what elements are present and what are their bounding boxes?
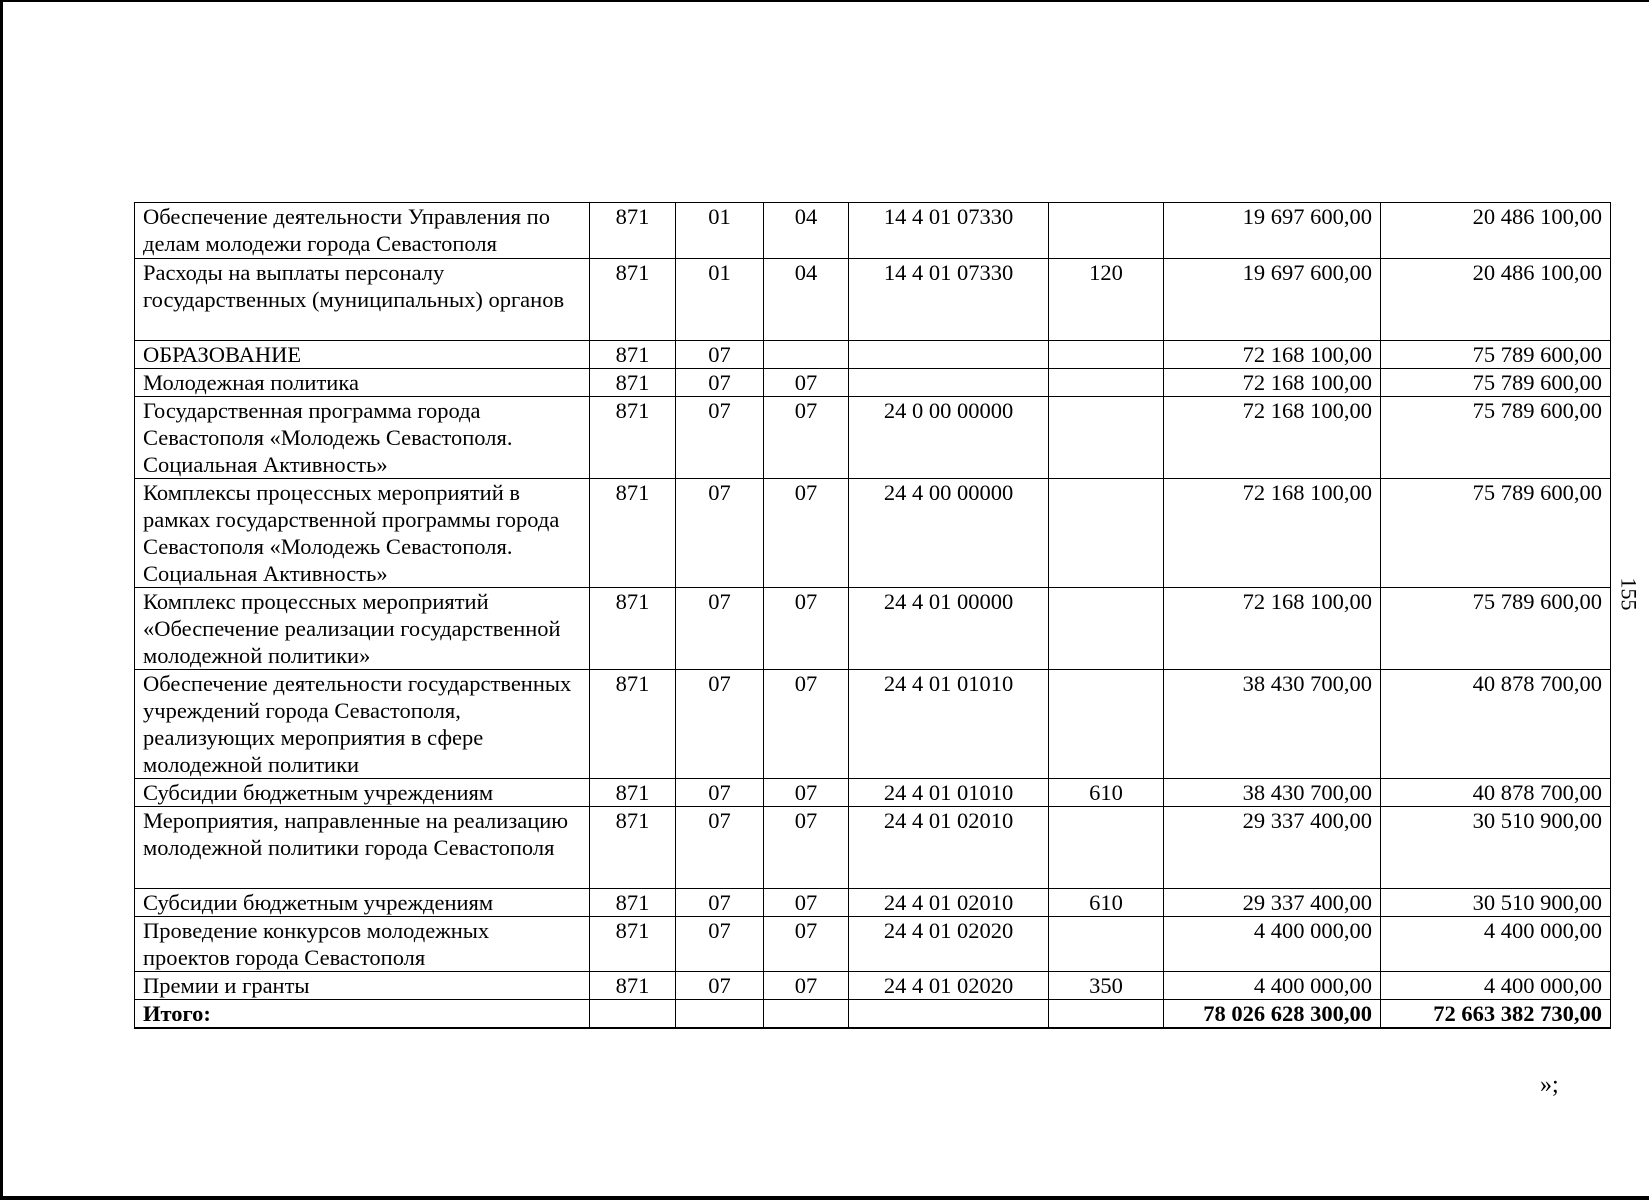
row-vr-cell — [1049, 369, 1164, 397]
table-row — [135, 807, 1611, 889]
row-rz-cell: 07 — [676, 807, 764, 889]
table-row — [135, 588, 1611, 670]
empty-cell — [764, 1000, 849, 1029]
row-sum1-cell: 72 168 100,00 — [1164, 369, 1381, 397]
row-vr-cell — [1049, 807, 1164, 889]
empty-cell — [590, 1000, 676, 1029]
row-sum2-cell: 75 789 600,00 — [1381, 397, 1611, 479]
row-csr-cell: 24 4 01 02010 — [849, 889, 1049, 917]
row-gr-cell: 871 — [590, 917, 676, 972]
row-sum2-cell: 40 878 700,00 — [1381, 779, 1611, 807]
row-name-cell: Субсидии бюджетным учреждениям — [135, 889, 590, 917]
table-row — [135, 369, 1611, 397]
row-gr-cell: 871 — [590, 972, 676, 1000]
row-sum1-cell: 29 337 400,00 — [1164, 889, 1381, 917]
row-csr-cell — [849, 369, 1049, 397]
budget-table — [134, 202, 1611, 1029]
row-csr-cell: 24 4 01 02010 — [849, 807, 1049, 889]
row-sum1-cell: 38 430 700,00 — [1164, 670, 1381, 779]
empty-cell — [1049, 1000, 1164, 1029]
row-gr-cell: 871 — [590, 203, 676, 259]
page-frame-top — [0, 0, 1649, 2]
row-csr-cell: 24 4 01 02020 — [849, 917, 1049, 972]
row-gr-cell: 871 — [590, 397, 676, 479]
row-sum2-cell: 20 486 100,00 — [1381, 203, 1611, 259]
row-vr-cell — [1049, 203, 1164, 259]
table-row — [135, 670, 1611, 779]
row-name-cell: Государственная программа города Севастополя «Молодежь Севастополя. Социальная Активность» — [135, 397, 590, 479]
row-sum2-cell: 30 510 900,00 — [1381, 889, 1611, 917]
row-sum1-cell: 72 168 100,00 — [1164, 588, 1381, 670]
row-pr-cell: 07 — [764, 889, 849, 917]
row-gr-cell: 871 — [590, 588, 676, 670]
row-pr-cell: 07 — [764, 397, 849, 479]
row-rz-cell: 07 — [676, 917, 764, 972]
total-label-cell: Итого: — [135, 1000, 590, 1029]
row-pr-cell: 07 — [764, 670, 849, 779]
row-rz-cell: 07 — [676, 397, 764, 479]
table-row — [135, 917, 1611, 972]
page-frame-left — [0, 0, 3, 1200]
row-name-cell: Комплексы процессных мероприятий в рамках государственной программы города Севастополя «Молодежь Севастополя. Социальная Активность» — [135, 479, 590, 588]
empty-cell — [676, 1000, 764, 1029]
row-sum1-cell: 29 337 400,00 — [1164, 807, 1381, 889]
row-sum1-cell: 19 697 600,00 — [1164, 259, 1381, 341]
row-vr-cell — [1049, 479, 1164, 588]
row-sum1-cell: 19 697 600,00 — [1164, 203, 1381, 259]
row-rz-cell: 01 — [676, 203, 764, 259]
row-pr-cell: 07 — [764, 479, 849, 588]
row-sum2-cell: 30 510 900,00 — [1381, 807, 1611, 889]
row-sum2-cell: 4 400 000,00 — [1381, 972, 1611, 1000]
row-name-cell: Премии и гранты — [135, 972, 590, 1000]
row-sum2-cell: 75 789 600,00 — [1381, 588, 1611, 670]
row-gr-cell: 871 — [590, 341, 676, 369]
row-sum2-cell: 75 789 600,00 — [1381, 341, 1611, 369]
row-sum2-cell: 75 789 600,00 — [1381, 369, 1611, 397]
row-vr-cell — [1049, 397, 1164, 479]
budget-table-body — [135, 203, 1611, 1029]
row-pr-cell: 04 — [764, 259, 849, 341]
row-pr-cell: 04 — [764, 203, 849, 259]
row-sum1-cell: 72 168 100,00 — [1164, 397, 1381, 479]
row-csr-cell: 24 4 00 00000 — [849, 479, 1049, 588]
row-gr-cell: 871 — [590, 479, 676, 588]
row-sum2-cell: 75 789 600,00 — [1381, 479, 1611, 588]
table-row — [135, 259, 1611, 341]
row-pr-cell: 07 — [764, 369, 849, 397]
row-vr-cell — [1049, 588, 1164, 670]
row-name-cell: ОБРАЗОВАНИЕ — [135, 341, 590, 369]
row-vr-cell: 610 — [1049, 779, 1164, 807]
page-frame-bottom — [0, 1196, 1649, 1200]
row-name-cell: Расходы на выплаты персоналу государственных (муниципальных) органов — [135, 259, 590, 341]
total-sum2-cell: 72 663 382 730,00 — [1381, 1000, 1611, 1029]
row-sum2-cell: 40 878 700,00 — [1381, 670, 1611, 779]
row-name-cell: Обеспечение деятельности государственных учреждений города Севастополя, реализующих мероприятия в сфере молодежной политики — [135, 670, 590, 779]
row-name-cell: Обеспечение деятельности Управления по делам молодежи города Севастополя — [135, 203, 590, 259]
row-rz-cell: 07 — [676, 588, 764, 670]
row-pr-cell: 07 — [764, 588, 849, 670]
row-pr-cell: 07 — [764, 917, 849, 972]
row-gr-cell: 871 — [590, 369, 676, 397]
row-rz-cell: 07 — [676, 341, 764, 369]
row-sum1-cell: 72 168 100,00 — [1164, 341, 1381, 369]
row-sum1-cell: 4 400 000,00 — [1164, 917, 1381, 972]
table-row — [135, 203, 1611, 259]
row-pr-cell: 07 — [764, 779, 849, 807]
row-rz-cell: 07 — [676, 779, 764, 807]
row-vr-cell — [1049, 670, 1164, 779]
row-pr-cell: 07 — [764, 972, 849, 1000]
table-row — [135, 341, 1611, 369]
row-sum1-cell: 4 400 000,00 — [1164, 972, 1381, 1000]
page-number: 155 — [1616, 577, 1642, 611]
empty-cell — [849, 1000, 1049, 1029]
row-rz-cell: 07 — [676, 972, 764, 1000]
row-csr-cell: 24 4 01 01010 — [849, 779, 1049, 807]
row-gr-cell: 871 — [590, 670, 676, 779]
row-vr-cell: 120 — [1049, 259, 1164, 341]
row-vr-cell: 350 — [1049, 972, 1164, 1000]
row-csr-cell: 24 0 00 00000 — [849, 397, 1049, 479]
table-row — [135, 889, 1611, 917]
row-name-cell: Проведение конкурсов молодежных проектов города Севастополя — [135, 917, 590, 972]
row-sum1-cell: 72 168 100,00 — [1164, 479, 1381, 588]
row-gr-cell: 871 — [590, 807, 676, 889]
row-rz-cell: 07 — [676, 670, 764, 779]
table-row — [135, 972, 1611, 1000]
row-csr-cell: 14 4 01 07330 — [849, 203, 1049, 259]
row-pr-cell — [764, 341, 849, 369]
row-rz-cell: 07 — [676, 889, 764, 917]
row-name-cell: Молодежная политика — [135, 369, 590, 397]
row-sum2-cell: 4 400 000,00 — [1381, 917, 1611, 972]
row-pr-cell: 07 — [764, 807, 849, 889]
row-csr-cell — [849, 341, 1049, 369]
total-row — [135, 1000, 1611, 1029]
row-gr-cell: 871 — [590, 889, 676, 917]
row-csr-cell: 24 4 01 00000 — [849, 588, 1049, 670]
row-gr-cell: 871 — [590, 779, 676, 807]
row-vr-cell — [1049, 917, 1164, 972]
row-vr-cell — [1049, 341, 1164, 369]
row-rz-cell: 01 — [676, 259, 764, 341]
row-name-cell: Мероприятия, направленные на реализацию молодежной политики города Севастополя — [135, 807, 590, 889]
row-rz-cell: 07 — [676, 369, 764, 397]
row-vr-cell: 610 — [1049, 889, 1164, 917]
row-csr-cell: 24 4 01 02020 — [849, 972, 1049, 1000]
table-row — [135, 779, 1611, 807]
row-name-cell: Субсидии бюджетным учреждениям — [135, 779, 590, 807]
row-rz-cell: 07 — [676, 479, 764, 588]
row-csr-cell: 14 4 01 07330 — [849, 259, 1049, 341]
row-gr-cell: 871 — [590, 259, 676, 341]
row-sum2-cell: 20 486 100,00 — [1381, 259, 1611, 341]
closing-mark: »; — [1540, 1072, 1559, 1098]
total-sum1-cell: 78 026 628 300,00 — [1164, 1000, 1381, 1029]
row-name-cell: Комплекс процессных мероприятий «Обеспечение реализации государственной молодежной политики» — [135, 588, 590, 670]
row-sum1-cell: 38 430 700,00 — [1164, 779, 1381, 807]
row-csr-cell: 24 4 01 01010 — [849, 670, 1049, 779]
table-row — [135, 479, 1611, 588]
table-row — [135, 397, 1611, 479]
